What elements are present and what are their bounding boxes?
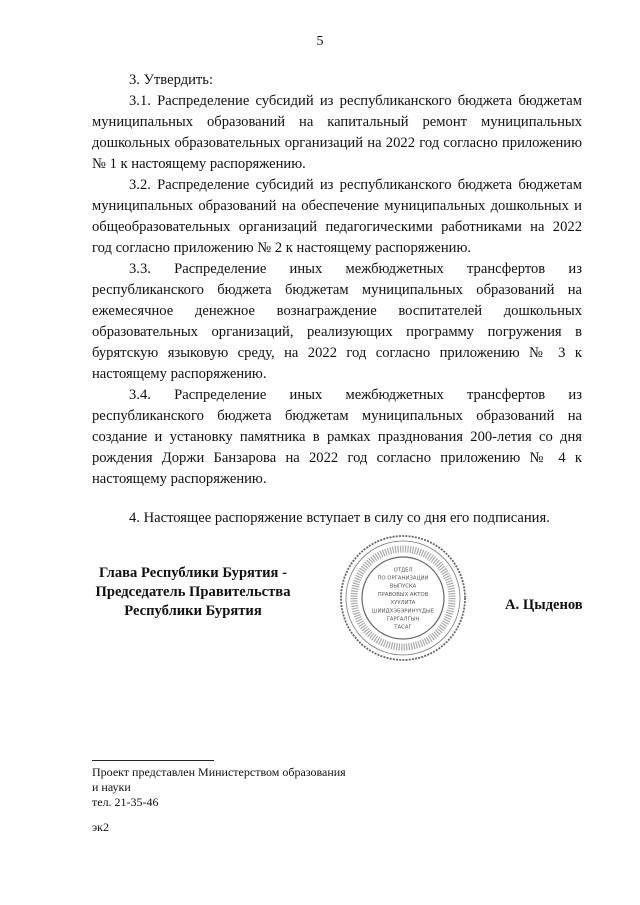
footnote-line3: тел. 21-35-46 [92, 795, 159, 809]
footnote-divider [92, 760, 214, 761]
paragraph-approve: 3. Утвердить: [129, 72, 214, 88]
document-body [92, 70, 582, 529]
footnote-line2: и науки [92, 780, 131, 794]
signatory-title [88, 564, 298, 621]
footnote [92, 765, 346, 810]
signatory-title-line1: Глава Республики Бурятия - [99, 565, 287, 581]
seal-text-line: ОТДЕЛ [393, 567, 413, 574]
document-code: эк2 [92, 820, 109, 834]
paragraph-3-1: 3.1. Распределение субсидий из республиканского бюджета бюджетам муниципальных образований на капитальный ремонт муниципальных дошкольных образовательных организаций на 2022 год согласно приложению № 1 к настоящему распоряжению. [92, 93, 582, 172]
paragraph-3-4: 3.4. Распределение иных межбюджетных трансфертов из республиканского бюджета бюджетам муниципальных образований на создание и установку памятника в рамках празднования 200-летия со дня рождения Доржи Банзарова на 2022 год согласно приложению № 4 к настоящему распоряжению. [92, 387, 582, 487]
page-number: 5 [316, 34, 324, 49]
paragraph-3-2: 3.2. Распределение субсидий из республиканского бюджета бюджетам муниципальных образований на обеспечение муниципальных дошкольных и общеобразовательных организаций педагогическими работниками на 2022 год согласно приложению № 2 к настоящему распоряжению. [92, 177, 582, 256]
paragraph-4: 4. Настоящее распоряжение вступает в силу со дня его подписания. [129, 510, 550, 526]
footnote-line1: Проект представлен Министерством образования [92, 765, 346, 779]
seal-text-line: ХУУЛИТА [390, 600, 416, 607]
seal-text-line: ПО ОРГАНИЗАЦИИ [377, 575, 429, 582]
signatory-name: А. Цыденов [505, 597, 583, 613]
seal-text-line: ШИИДХЭБЭРИНҮҮДЫЕ [371, 608, 435, 615]
official-seal [338, 533, 468, 663]
signatory-title-line2: Председатель Правительства [95, 584, 291, 600]
paragraph-3-3: 3.3. Распределение иных межбюджетных трансфертов из республиканского бюджета бюджетам муниципальных образований на ежемесячное денежное вознаграждение воспитателей дошкольных образовательных организаций, реализующих программу погружения в бурятскую языковую среду, на 2022 год согласно приложению № 3 к настоящему распоряжению. [92, 261, 582, 382]
seal-text-line: ТАСАГ [394, 624, 412, 631]
seal-text-line: ВЫПУСКА [389, 583, 417, 590]
seal-text-line: ГАРГАЛГЫН [386, 616, 420, 623]
signatory-title-line3: Республики Бурятия [124, 603, 262, 619]
seal-text-line: ПРАВОВЫХ АКТОВ [377, 591, 429, 598]
